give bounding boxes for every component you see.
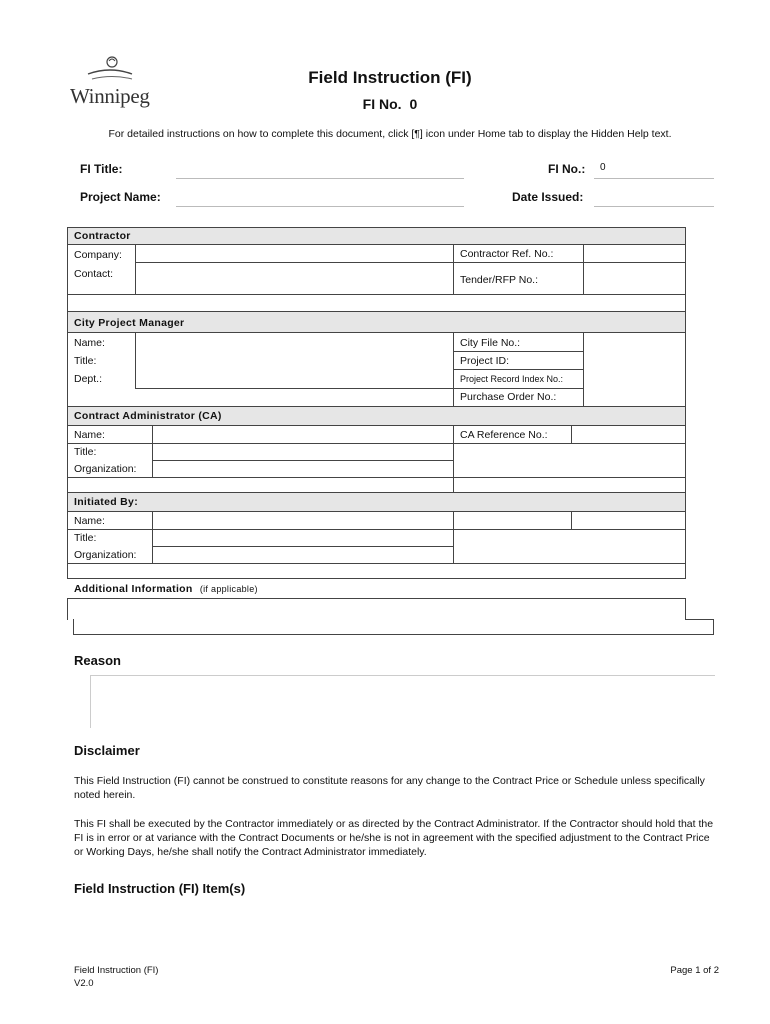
init-details-field[interactable] — [153, 512, 452, 562]
additional-heading-row — [74, 583, 258, 595]
record-index-label: Project Record Index No.: — [460, 374, 564, 384]
divider — [453, 511, 454, 563]
divider — [67, 443, 153, 444]
divider — [453, 529, 686, 530]
instructions-text: For detailed instructions on how to complete this document, click [¶] icon under Home tab to display the Hidden Help text. — [108, 128, 672, 140]
fi-no-label: FI No.: — [548, 162, 586, 176]
reason-field[interactable] — [90, 675, 715, 728]
divider — [67, 477, 453, 478]
disclaimer-heading: Disclaimer — [74, 743, 140, 758]
additional-note: (if applicable) — [199, 584, 258, 594]
fi-number-value: 0 — [409, 96, 418, 112]
company-label: Company: — [74, 249, 122, 261]
divider — [571, 511, 572, 529]
date-issued-label: Date Issued: — [512, 190, 584, 204]
fi-title-label: FI Title: — [80, 162, 123, 176]
ca-details-field[interactable] — [153, 426, 452, 476]
pm-reference-fields[interactable] — [584, 333, 685, 405]
divider — [453, 351, 583, 352]
ca-org-label: Organization: — [74, 463, 137, 475]
init-title-label: Title: — [74, 532, 97, 544]
ca-heading: Contract Administrator (CA) — [68, 407, 685, 425]
init-org-label: Organization: — [74, 549, 137, 561]
project-id-label: Project ID: — [460, 355, 510, 367]
pm-dept-label: Dept.: — [74, 373, 103, 385]
additional-heading: Additional Information — [74, 583, 193, 595]
tender-field[interactable] — [584, 263, 685, 293]
divider — [135, 262, 453, 263]
pm-title-label: Title: — [74, 355, 97, 367]
fi-items-heading: Field Instruction (FI) Item(s) — [74, 881, 246, 896]
fi-no-field-value: 0 — [600, 162, 606, 173]
footer-doc-name: Field Instruction (FI) — [74, 965, 159, 976]
init-name-label: Name: — [74, 515, 105, 527]
fi-no-field[interactable] — [594, 178, 714, 179]
disclaimer-paragraph-2: This FI shall be executed by the Contractor immediately or as directed by the Contract Administrator. If the Contractor should hold that the FI is in error or at variance with the Contract Documents or he/she is not in agreement with the specified adjustment to the Contract Price or Working Days, he/she shall notify the Contract Administrator immediately. — [74, 818, 714, 858]
date-issued-field[interactable] — [594, 206, 714, 207]
divider — [453, 477, 686, 478]
po-label: Purchase Order No.: — [460, 391, 557, 403]
project-name-field[interactable] — [176, 206, 464, 207]
contact-label: Contact: — [74, 268, 114, 280]
divider — [135, 388, 453, 389]
ca-title-label: Title: — [74, 446, 97, 458]
tender-label: Tender/RFP No.: — [460, 274, 539, 286]
contact-field[interactable] — [136, 263, 452, 293]
footer-version: V2.0 — [74, 978, 94, 989]
fi-title-field[interactable] — [176, 178, 464, 179]
pm-details-field[interactable] — [136, 333, 452, 387]
divider — [67, 529, 153, 530]
divider — [453, 388, 583, 389]
divider — [453, 443, 686, 444]
disclaimer-paragraph-1: This Field Instruction (FI) cannot be construed to constitute reasons for any change to the Contract Price or Schedule unless specifically noted herein. — [74, 775, 705, 801]
initiated-heading: Initiated By: — [68, 493, 685, 511]
logo-wordmark: Winnipeg — [70, 84, 150, 108]
page-number: Page 1 of 2 — [670, 965, 719, 976]
contractor-ref-label: Contractor Ref. No.: — [460, 248, 554, 260]
company-field[interactable] — [136, 245, 452, 261]
city-file-label: City File No.: — [460, 337, 521, 349]
reason-heading: Reason — [74, 653, 121, 668]
divider — [67, 563, 686, 564]
city-pm-heading: City Project Manager — [68, 312, 685, 332]
additional-info-field-lower[interactable] — [73, 619, 714, 635]
ca-ref-field[interactable] — [572, 426, 685, 442]
contractor-heading: Contractor — [68, 228, 685, 244]
project-name-label: Project Name: — [80, 190, 161, 204]
fi-number-label: FI No. — [362, 96, 402, 112]
contractor-ref-field[interactable] — [584, 245, 685, 261]
fi-number-heading — [0, 96, 770, 112]
page-title: Field Instruction (FI) — [308, 68, 472, 87]
ca-name-label: Name: — [74, 429, 105, 441]
divider — [67, 294, 686, 295]
pm-name-label: Name: — [74, 337, 105, 349]
divider — [686, 619, 714, 620]
divider — [453, 369, 583, 370]
additional-info-field[interactable] — [67, 598, 686, 620]
footer-left — [74, 964, 158, 990]
ca-ref-label: CA Reference No.: — [460, 429, 548, 441]
